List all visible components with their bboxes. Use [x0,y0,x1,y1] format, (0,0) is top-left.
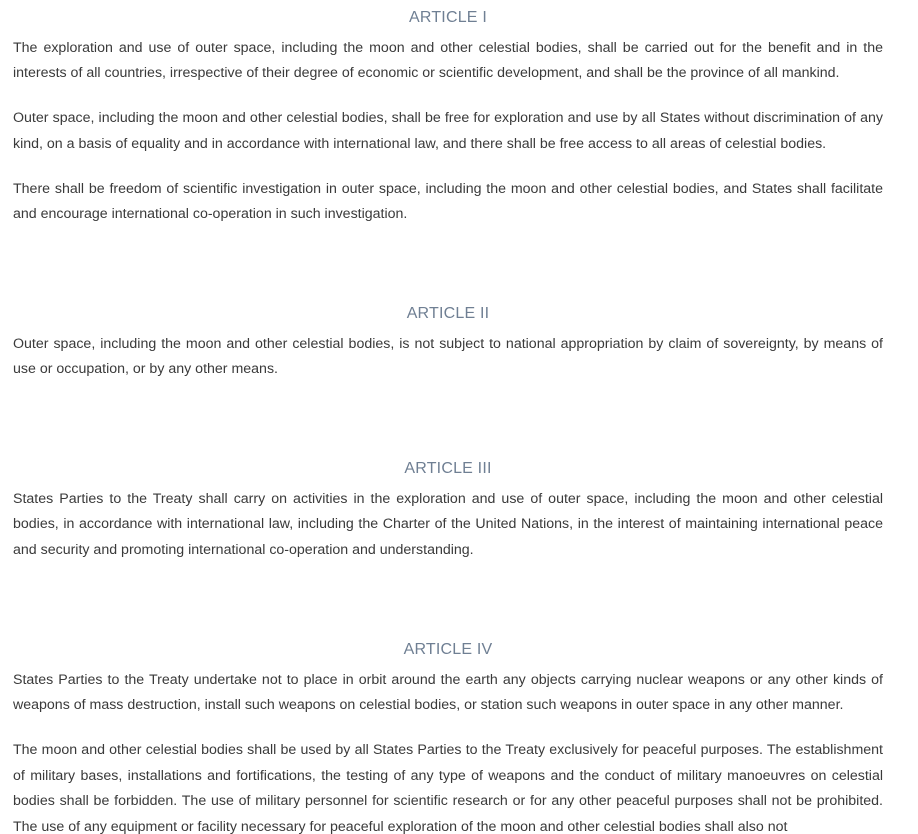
article-4-paragraph-1: States Parties to the Treaty undertake not to place in orbit around the earth any objects carrying nuclear weapons or any other kinds of weapons of mass destruction, install such weapons on celestial bodies, or station such weapons in outer space in any other manner. [13,672,883,714]
article-1-paragraph-1: The exploration and use of outer space, including the moon and other celestial bodies, shall be carried out for the benefit and in the interests of all countries, irrespective of their degree of economic or scientific development, and shall be the province of all mankind. [13,40,883,82]
article-3-heading: ARTICLE III [404,460,492,477]
article-1 [13,8,883,227]
article-2-paragraph-1: Outer space, including the moon and other celestial bodies, is not subject to national appropriation by claim of sovereignty, by means of use or occupation, or by any other means. [13,336,883,378]
article-1-paragraph-2: Outer space, including the moon and other celestial bodies, shall be free for exploration and use by all States without discrimination of any kind, on a basis of equality and in accordance with international law, and there shall be free access to all areas of celestial bodies. [13,110,883,152]
article-1-heading: ARTICLE I [409,9,487,26]
article-4 [13,640,883,834]
article-2 [13,304,883,383]
article-3 [13,459,883,563]
article-2-heading: ARTICLE II [406,305,490,322]
article-4-paragraph-2: The moon and other celestial bodies shall be used by all States Parties to the Treaty exclusively for peaceful purposes. The establishment of military bases, installations and fortifications, the testing of any type of weapons and the conduct of military manoeuvres on celestial bodies shall be forbidden. The use of military personnel for scientific research or for any other peaceful purposes shall not be prohibited. The use of any equipment or facility necessary for peaceful exploration of the moon and other celestial bodies shall also not [13,742,883,834]
article-4-heading: ARTICLE IV [403,641,493,658]
article-3-paragraph-1: States Parties to the Treaty shall carry on activities in the exploration and use of outer space, including the moon and other celestial bodies, in accordance with international law, including the Charter of the United Nations, in the interest of maintaining international peace and security and promoting international co-operation and understanding. [13,491,883,558]
article-1-paragraph-3: There shall be freedom of scientific investigation in outer space, including the moon and other celestial bodies, and States shall facilitate and encourage international co-operation in such investigation. [13,180,883,223]
